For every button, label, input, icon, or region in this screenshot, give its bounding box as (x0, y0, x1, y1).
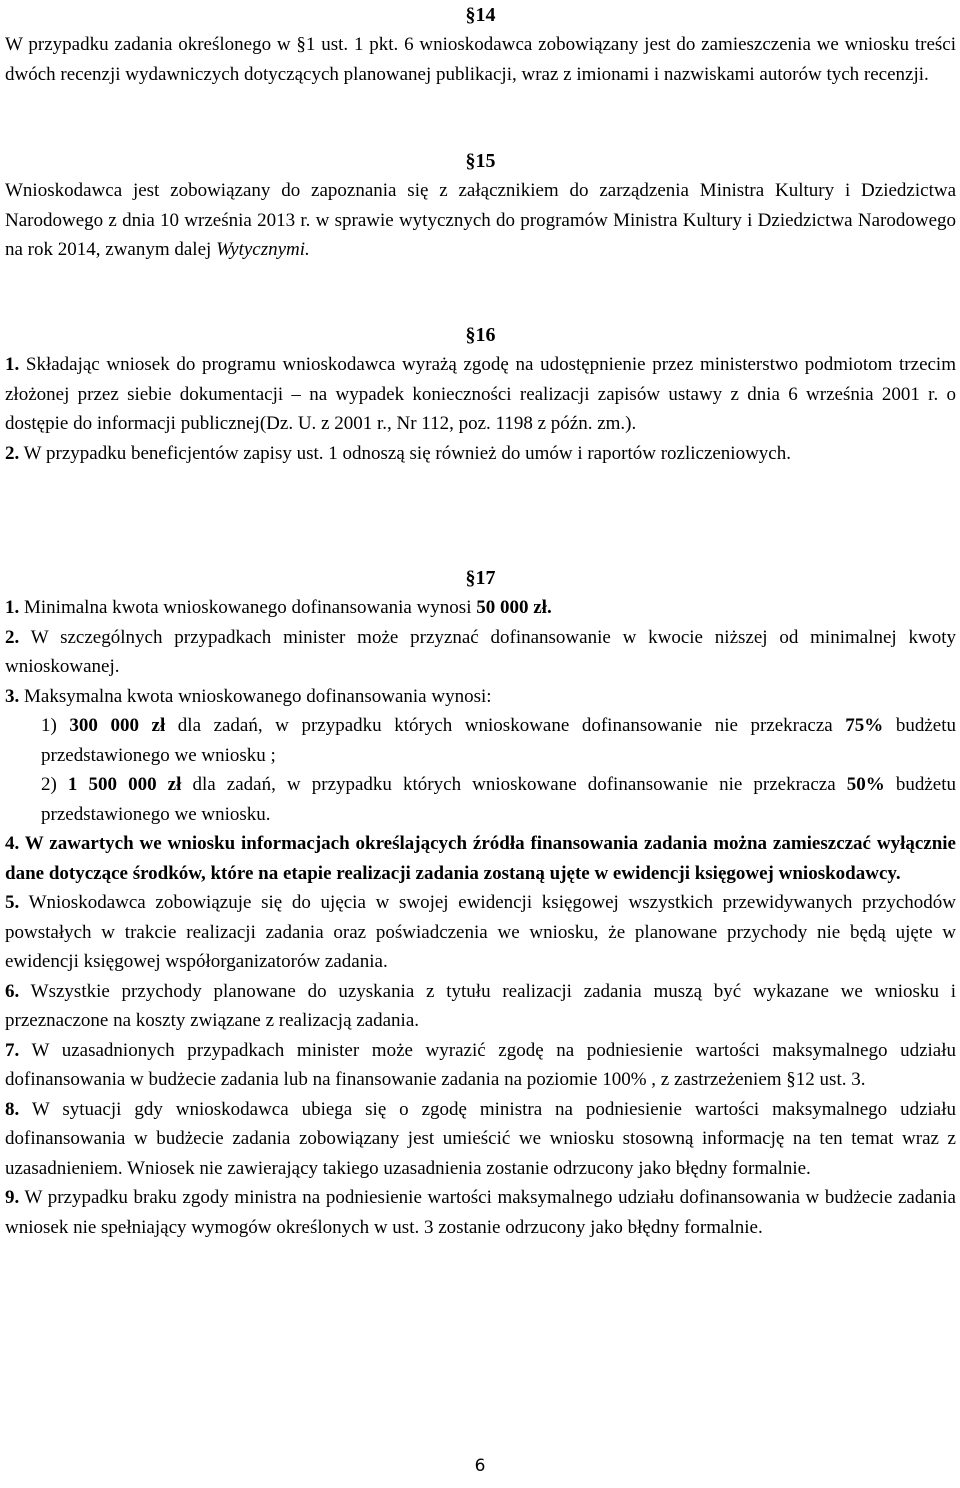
minimum-amount: 50 000 zł. (476, 597, 552, 618)
paragraph-number: 2. (5, 626, 20, 648)
section-16 (5, 320, 956, 468)
section-15-italic-term: Wytycznymi. (216, 239, 310, 260)
max-amount-1: 300 000 zł (69, 715, 166, 736)
section-15-text (5, 176, 956, 265)
section-17 (5, 563, 956, 1242)
max-amount-2: 1 500 000 zł (67, 774, 182, 795)
section-17-paragraph-9 (5, 1183, 956, 1242)
section-17-paragraph-8 (5, 1095, 956, 1184)
section-14-heading: §14 (465, 4, 496, 26)
percent-limit-2: 50% (846, 774, 885, 795)
section-16-heading: §16 (465, 324, 496, 346)
list-text: dla zadań, w przypadku których wnioskowane dofinansowanie nie przekracza (181, 774, 847, 795)
paragraph-number: 5. (5, 892, 20, 913)
percent-limit-1: 75% (845, 715, 884, 736)
paragraph-number: 2. (5, 442, 20, 464)
list-marker: 2) (41, 774, 68, 795)
paragraph-number: 8. (5, 1098, 20, 1120)
section-15 (5, 146, 956, 265)
paragraph-text: Minimalna kwota wnioskowanego dofinansowania wynosi (19, 597, 477, 618)
paragraph-text: W przypadku beneficjentów zapisy ust. 1 odnoszą się również do umów i raportów rozliczeniowych. (19, 442, 791, 464)
section-17-paragraph-2 (5, 623, 956, 682)
paragraph-text: W sytuacji gdy wnioskodawca ubiega się o zgodę ministra na podniesienie wartości maksymalnego udziału dofinansowania w budżecie zadania zobowiązany jest umieścić we wniosku stosowną informację na ten temat wraz z uzasadnieniem. Wniosek nie zawierający takiego uzasadnienia zostanie odrzucony jako błędny formalnie. (5, 1098, 956, 1179)
list-text: budżetu przedstawionego we wniosku ; (41, 715, 957, 766)
paragraph-text: Składając wniosek do programu wnioskodawca wyrażą zgodę na udostępnienie przez ministerstwo podmiotom trzecim złożonej przez siebie dokumentacji – na wypadek konieczności realizacji zapisów ustawy z dnia 6 września 2001 r. o dostępie do informacji publicznej(Dz. U. z 2001 r., Nr 112, poz. 1198 z późn. zm.). (5, 354, 956, 434)
section-17-paragraph-4 (5, 829, 956, 888)
paragraph-text: Maksymalna kwota wnioskowanego dofinansowania wynosi: (19, 685, 492, 707)
paragraph-number: 6. (5, 980, 20, 1002)
section-14-text: W przypadku zadania określonego w §1 ust. 1 pkt. 6 wnioskodawca zobowiązany jest do zamieszczenia we wniosku treści dwóch recenzji wydawniczych dotyczących planowanej publikacji, wraz z imionami i nazwiskami autorów tych recenzji. (5, 34, 956, 85)
paragraph-text: W szczególnych przypadkach minister może przyznać dofinansowanie w kwocie niższej od minimalnej kwoty wnioskowanej. (5, 626, 956, 677)
list-text: budżetu przedstawionego we wniosku. (41, 774, 956, 825)
section-17-paragraph-7 (5, 1036, 956, 1095)
section-16-paragraph-1 (5, 350, 956, 439)
page-number: 6 (474, 1456, 486, 1476)
list-text: dla zadań, w przypadku których wnioskowane dofinansowanie nie przekracza (165, 715, 846, 736)
section-15-body: Wnioskodawca jest zobowiązany do zapoznania się z załącznikiem do zarządzenia Ministra Kultury i Dziedzictwa Narodowego z dnia 10 września 2013 r. w sprawie wytycznych do programów Ministra Kultury i Dziedzictwa Narodowego na rok 2014, zwanym dalej (5, 180, 956, 260)
paragraph-number: 1. (5, 354, 20, 375)
paragraph-number: 3. (5, 685, 20, 707)
paragraph-text: W przypadku braku zgody ministra na podniesienie wartości maksymalnego udziału dofinansowania w budżecie zadania wniosek nie spełniający wymogów określonych w ust. 3 zostanie odrzucony jako błędny formalnie. (5, 1187, 956, 1238)
paragraph-text: W uzasadnionych przypadkach minister może wyrazić zgodę na podniesienie wartości maksymalnego udziału dofinansowania w budżecie zadania lub na finansowanie zadania na poziomie 100% , z zastrzeżeniem §12 ust. 3. (5, 1039, 956, 1090)
paragraph-number: 1. (5, 597, 20, 618)
section-17-list-item-1 (5, 711, 956, 770)
section-17-list-item-2 (5, 770, 956, 829)
section-15-heading: §15 (465, 150, 496, 172)
paragraph-text: Wnioskodawca zobowiązuje się do ujęcia w swojej ewidencji księgowej wszystkich przewidywanych przychodów powstałych w trakcie realizacji zadania oraz poświadczenia we wniosku, że planowane przychody nie będą ujęte w ewidencji księgowej współorganizatorów zadania. (5, 892, 956, 972)
section-16-paragraph-2 (5, 439, 956, 469)
section-17-paragraph-6 (5, 977, 956, 1036)
section-14 (5, 0, 956, 89)
section-17-paragraph-5 (5, 888, 956, 977)
paragraph-text: W zawartych we wniosku informacjach określających źródła finansowania zadania można zamieszczać wyłącznie dane dotyczące środków, które na etapie realizacji zadania zostaną ujęte w ewidencji księgowej wnioskodawcy. (5, 833, 956, 884)
paragraph-number: 7. (5, 1039, 20, 1061)
section-17-paragraph-1 (5, 593, 956, 623)
section-17-heading: §17 (465, 567, 496, 589)
paragraph-number: 4. (5, 833, 20, 854)
paragraph-text: Wszystkie przychody planowane do uzyskania z tytułu realizacji zadania muszą być wykazane we wniosku i przeznaczone na koszty związane z realizacją zadania. (5, 980, 956, 1031)
paragraph-number: 9. (5, 1187, 20, 1208)
list-marker: 1) (41, 715, 70, 736)
section-17-paragraph-3 (5, 682, 956, 712)
